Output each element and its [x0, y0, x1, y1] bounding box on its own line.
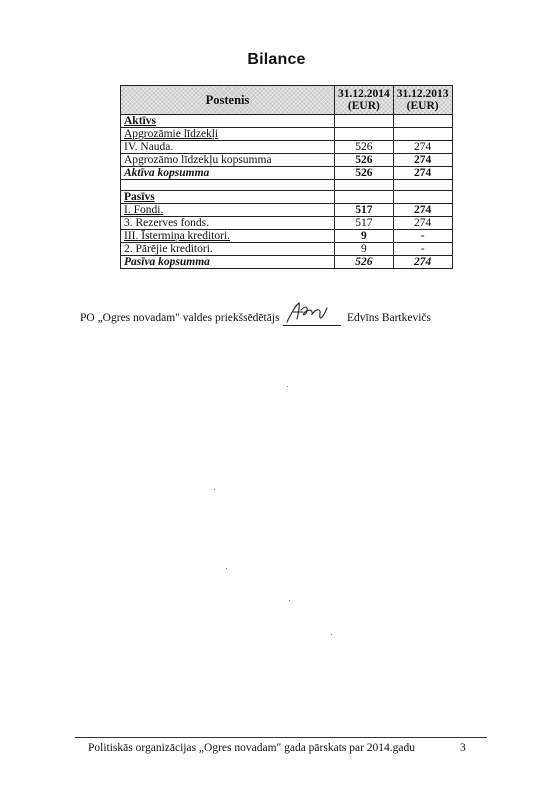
value-2013: [393, 180, 452, 191]
row-label: Pasīvs: [121, 191, 335, 204]
table-row: [121, 180, 453, 191]
value-2014: 517: [335, 217, 394, 230]
row-label: Apgrozāmo līdzekļu kopsumma: [121, 154, 335, 167]
signature-role: PO „Ogres novadam" valdes priekšsēdētājs: [80, 312, 280, 324]
scan-speck: [331, 634, 332, 635]
table-row: [121, 141, 453, 154]
balance-table-body: [121, 115, 453, 269]
table-row: [121, 167, 453, 180]
scan-speck: [214, 489, 215, 490]
table-row: [121, 191, 453, 204]
footer-text: Politiskās organizācijas „Ogres novadam" gada pārskats par 2014.gadu: [88, 742, 416, 754]
value-2013: 274: [393, 217, 452, 230]
value-2013: 274: [393, 204, 452, 217]
header-2014: 31.12.2014 (EUR): [335, 86, 394, 115]
value-2013: [393, 115, 452, 128]
value-2013: -: [393, 243, 452, 256]
value-2014: 9: [335, 243, 394, 256]
balance-table-header: [121, 86, 453, 115]
table-row: [121, 256, 453, 269]
value-2013: [393, 128, 452, 141]
header-postenis: Postenis: [121, 86, 335, 115]
value-2013: -: [393, 230, 452, 243]
row-label: [121, 180, 335, 191]
value-2014: 9: [335, 230, 394, 243]
table-row: [121, 154, 453, 167]
row-label: Apgrozāmie līdzekļi: [121, 128, 335, 141]
value-2013: [393, 191, 452, 204]
table-row: [121, 204, 453, 217]
row-label: I. Fondi.: [121, 204, 335, 217]
signer-name: Edvīns Bartkevičs: [347, 312, 431, 324]
value-2014: [335, 128, 394, 141]
value-2014: 526: [335, 256, 394, 269]
footer-divider: [75, 737, 487, 738]
scan-speck: [289, 600, 290, 601]
handwritten-signature: [281, 300, 341, 326]
row-label: IV. Nauda.: [121, 141, 335, 154]
scan-speck: [287, 386, 288, 387]
row-label: 3. Rezerves fonds.: [121, 217, 335, 230]
table-row: [121, 128, 453, 141]
value-2013: 274: [393, 167, 452, 180]
table-row: [121, 217, 453, 230]
value-2014: 526: [335, 141, 394, 154]
value-2013: 274: [393, 256, 452, 269]
value-2014: [335, 115, 394, 128]
table-row: [121, 243, 453, 256]
page-number: 3: [460, 742, 466, 754]
table-row: [121, 230, 453, 243]
value-2014: [335, 191, 394, 204]
header-2013: 31.12.2013 (EUR): [393, 86, 452, 115]
row-label: 2. Pārējie kreditori.: [121, 243, 335, 256]
row-label: Aktīvs: [121, 115, 335, 128]
row-label: Pasīva kopsumma: [121, 256, 335, 269]
value-2014: 526: [335, 154, 394, 167]
row-label: Aktīva kopsumma: [121, 167, 335, 180]
scan-speck: [226, 568, 227, 569]
value-2013: 274: [393, 141, 452, 154]
page-title: Bilance: [247, 51, 306, 68]
value-2014: [335, 180, 394, 191]
row-label: III. Īstermiņa kreditori.: [121, 230, 335, 243]
value-2014: 526: [335, 167, 394, 180]
value-2014: 517: [335, 204, 394, 217]
value-2013: 274: [393, 154, 452, 167]
table-row: [121, 115, 453, 128]
balance-table: [120, 85, 453, 269]
signature-line: [283, 325, 341, 326]
